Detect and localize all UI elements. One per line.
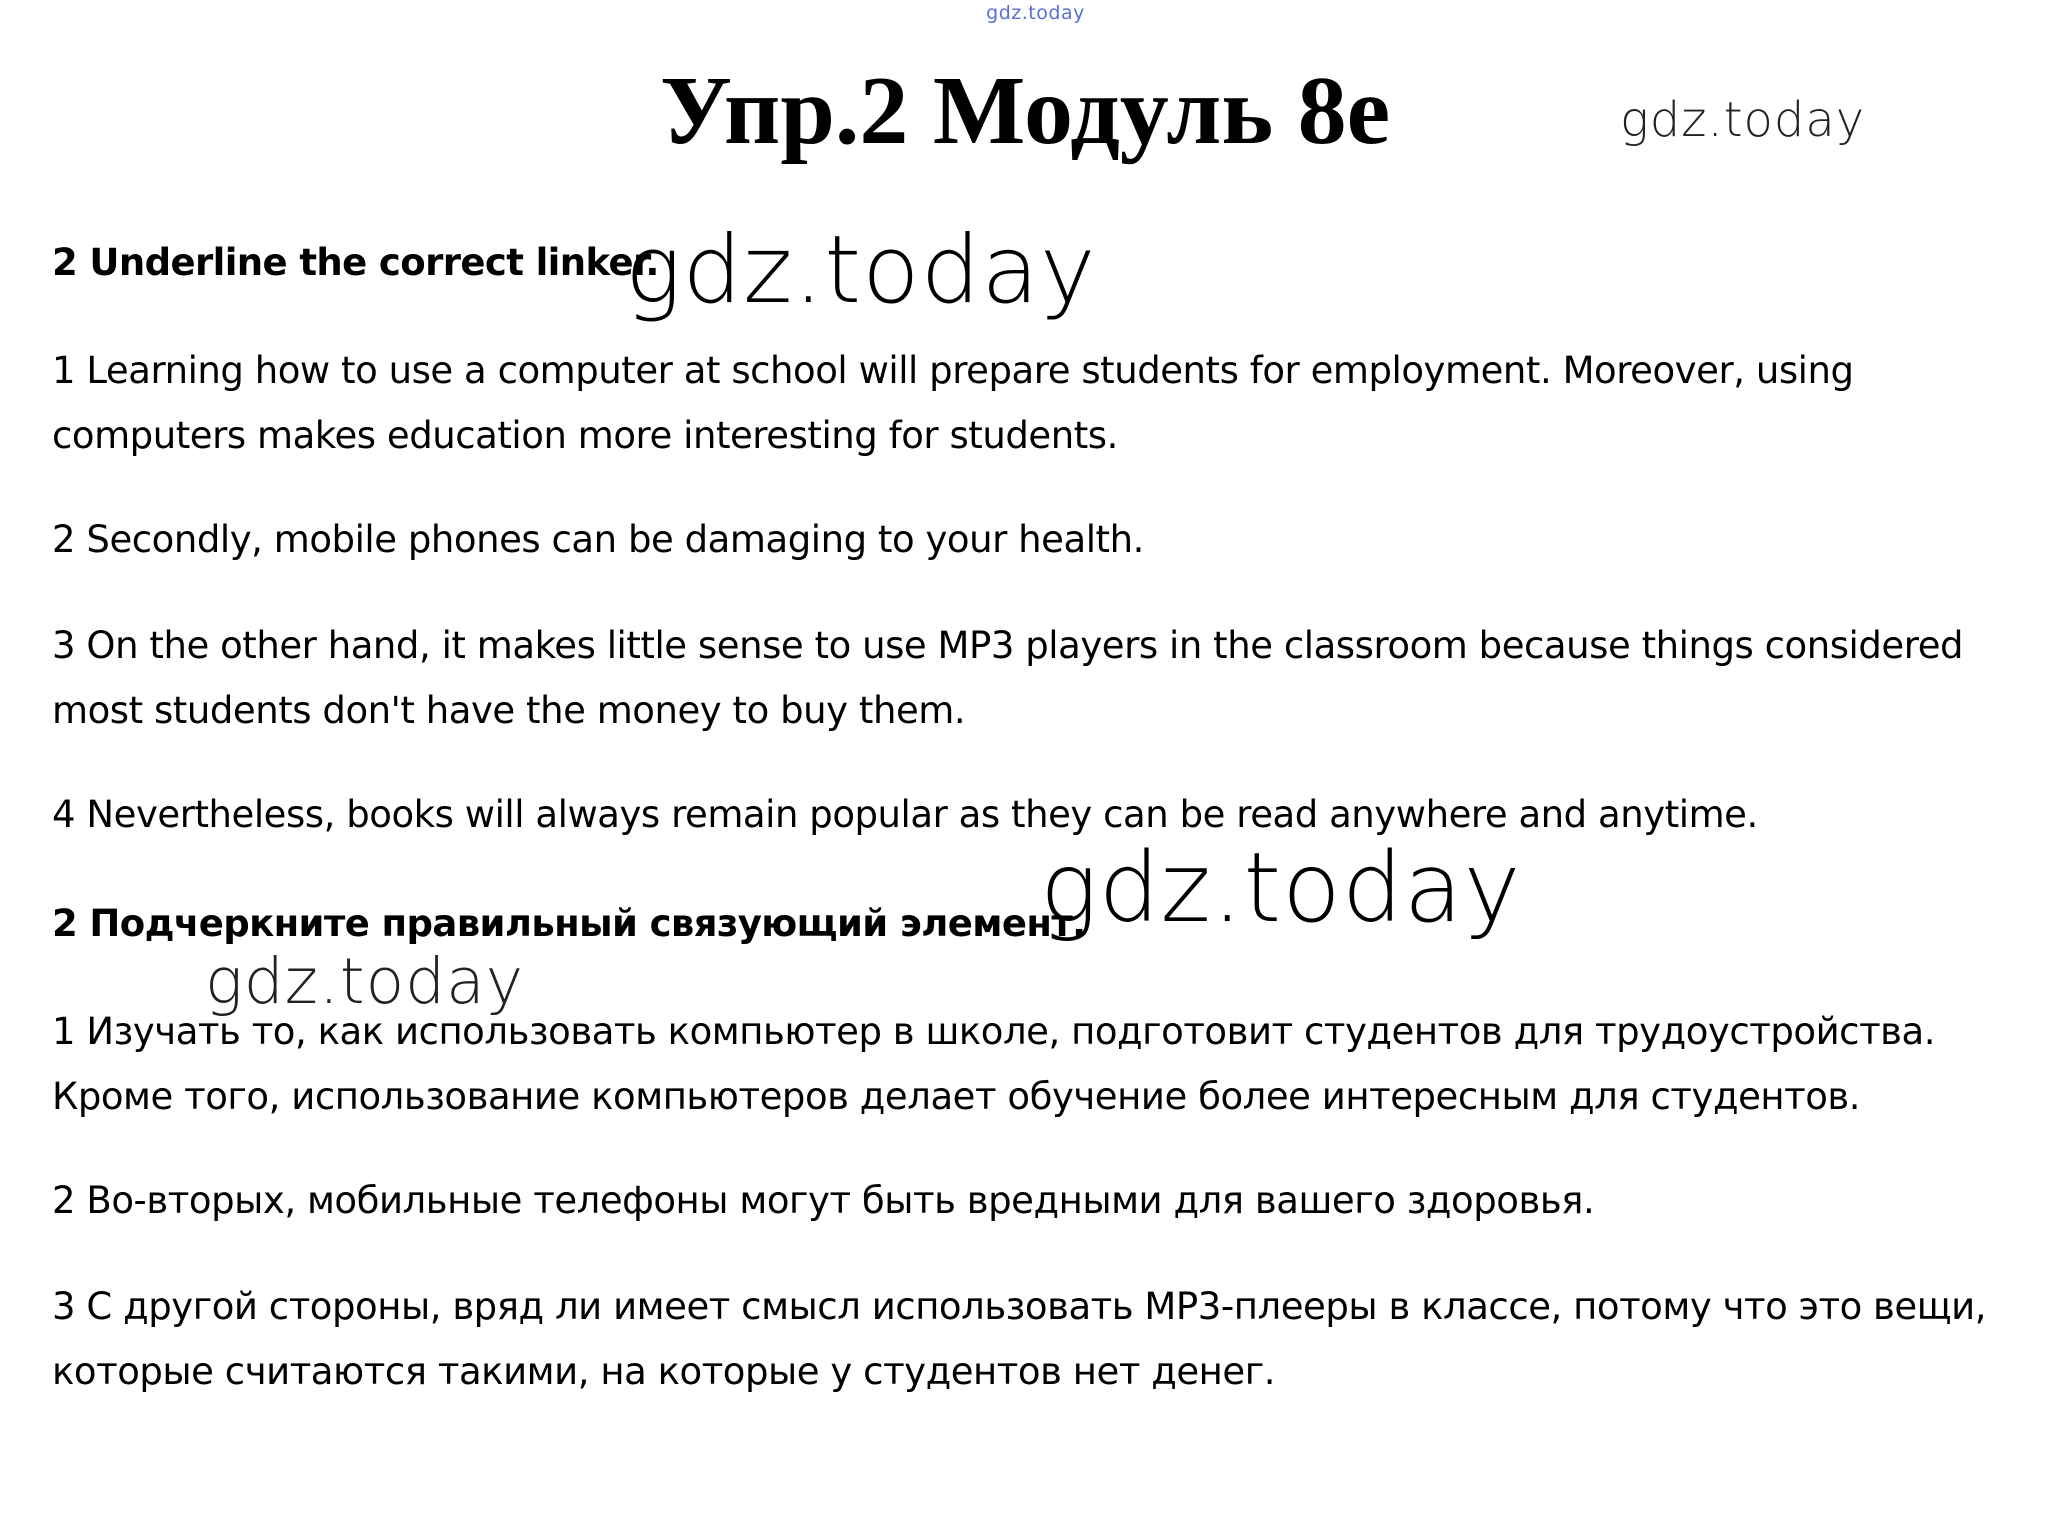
russian-heading: 2 Подчеркните правильный связующий элемент. xyxy=(52,902,1086,945)
english-heading: 2 Underline the correct linker. xyxy=(52,241,659,284)
page-title: Упр.2 Модуль 8е xyxy=(660,57,1391,165)
english-item-2: 2 Secondly, mobile phones can be damaging to your health. xyxy=(52,518,1144,561)
russian-item-3: 3 С другой стороны, вряд ли имеет смысл использовать MP3-плееры в классе, потому что это вещи, которые считаются такими, на которые у студентов нет денег. xyxy=(52,1285,1987,1393)
watermark-header-right: gdz.today xyxy=(1620,92,1866,148)
watermark-before-russian-item: gdz.today xyxy=(205,945,525,1018)
top-watermark: gdz.today xyxy=(986,2,1085,24)
watermark-after-english-heading: gdz.today xyxy=(625,216,1097,325)
russian-item-2: 2 Во-вторых, мобильные телефоны могут быть вредными для вашего здоровья. xyxy=(52,1179,1595,1222)
english-item-1: 1 Learning how to use a computer at school will prepare students for employment. Moreover, using computers makes education more interesting for students. xyxy=(52,349,1854,457)
watermark-after-russian-heading: gdz.today xyxy=(1040,832,1522,944)
russian-item-1: 1 Изучать то, как использовать компьютер в школе, подготовит студентов для трудоустройства. Кроме того, использование компьютеров делает обучение более интересным для студентов. xyxy=(52,1010,1936,1118)
english-item-3: 3 On the other hand, it makes little sense to use MP3 players in the classroom because things considered most students don't have the money to buy them. xyxy=(52,624,1964,732)
english-item-4: 4 Nevertheless, books will always remain popular as they can be read anywhere and anytime. xyxy=(52,793,1758,836)
